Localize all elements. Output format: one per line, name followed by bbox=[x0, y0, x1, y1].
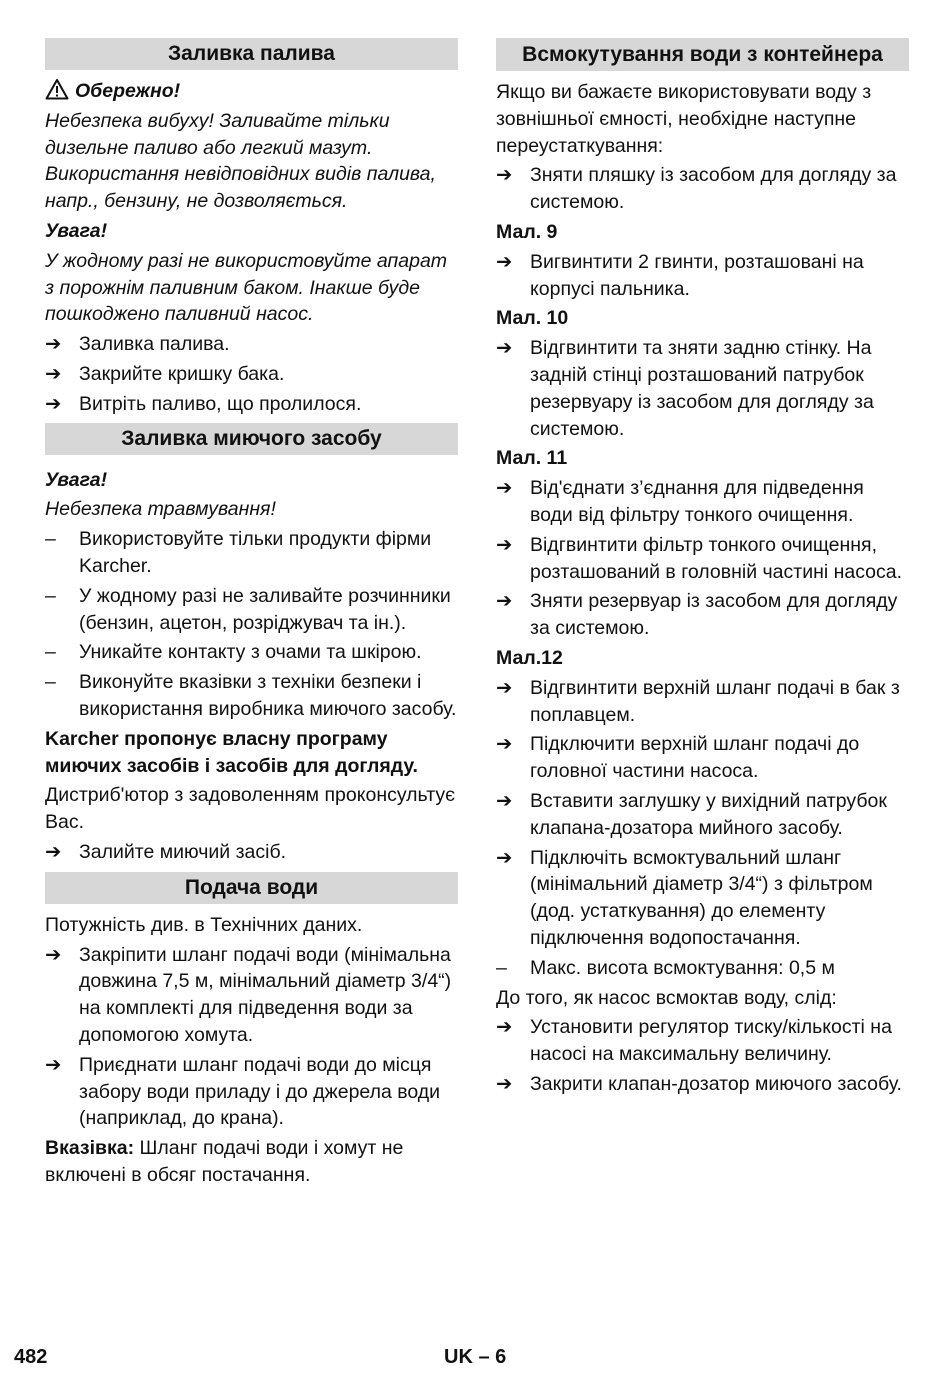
list-item bbox=[496, 588, 909, 642]
step-text: Заливка палива. bbox=[79, 333, 230, 356]
list-item bbox=[496, 731, 909, 785]
step-text: Закріпити шланг подачі води (мінімальна довжина 7,5 м, мінімальний діаметр 3/4“) на комплекті для підведення води за допомогою хомута. bbox=[79, 943, 452, 1046]
step-text: Вставити заглушку у вихідний патрубок клапана-дозатора мийного засобу. bbox=[530, 789, 887, 839]
dash-marker: – bbox=[45, 641, 56, 664]
list-item bbox=[496, 335, 909, 442]
arrow-icon: ➔ bbox=[496, 590, 513, 613]
arrow-icon: ➔ bbox=[45, 840, 62, 863]
section-heading-water: Подача води bbox=[45, 872, 458, 904]
step-text: Підключити верхній шланг подачі до головної частини насоса. bbox=[530, 733, 860, 783]
list-item bbox=[496, 249, 909, 303]
dash-marker: – bbox=[45, 671, 56, 694]
step-text: Підключіть всмоктувальний шланг (мінімальний діаметр 3/4“) з фільтром (дод. устаткування) до елементу підключення водопостачання. bbox=[530, 846, 873, 949]
arrow-icon: ➔ bbox=[496, 846, 513, 869]
note-paragraph bbox=[45, 1135, 458, 1189]
list-item bbox=[45, 331, 458, 358]
step-text: Відгвинтити фільтр тонкого очищення, розташований в головній частині насоса. bbox=[530, 533, 903, 583]
intro-text: Потужність див. в Технічних даних. bbox=[45, 913, 363, 936]
figure-ref: Мал. 10 bbox=[496, 307, 569, 330]
dash-marker: – bbox=[496, 956, 507, 979]
dash-marker: – bbox=[45, 528, 56, 551]
right-column bbox=[496, 38, 909, 1101]
list-item bbox=[496, 475, 909, 529]
list-item bbox=[45, 391, 458, 418]
dash-text: Макс. висота всмоктування: 0,5 м bbox=[530, 956, 835, 979]
list-item bbox=[45, 583, 458, 637]
dash-text: У жодному разі не заливайте розчинники (бензин, ацетон, розріджувач та ін.). bbox=[79, 584, 451, 634]
attention-text: Небезпека травмування! bbox=[45, 498, 276, 521]
step-text: Закрити клапан-дозатор миючого засобу. bbox=[530, 1072, 902, 1095]
list-item bbox=[496, 788, 909, 842]
dash-text: Використовуйте тільки продукти фірми Karcher. bbox=[79, 528, 432, 577]
step-text: Закрийте кришку бака. bbox=[79, 362, 285, 385]
page-number: 482 bbox=[14, 1346, 48, 1368]
bold-note: Karcher пропонує власну програму миючих засобів і засобів для догляду. bbox=[45, 727, 418, 777]
arrow-icon: ➔ bbox=[496, 1072, 513, 1095]
step-text: Від'єднати з’єднання для підведення води від фільтру тонкого очищення. bbox=[530, 477, 864, 526]
arrow-icon: ➔ bbox=[496, 337, 513, 360]
section-heading-detergent: Заливка миючого засобу bbox=[45, 423, 458, 455]
page-reference: UK – 6 bbox=[444, 1346, 507, 1368]
arrow-icon: ➔ bbox=[496, 477, 513, 500]
list-item bbox=[496, 675, 909, 729]
before-text: До того, як насос всмоктав воду, слід: bbox=[496, 986, 837, 1009]
step-text: Зняти пляшку із засобом для догляду за системою. bbox=[530, 164, 897, 214]
attention-label: Увага! bbox=[45, 468, 108, 491]
list-item bbox=[45, 639, 458, 666]
warning-triangle-icon bbox=[45, 78, 69, 100]
list-item bbox=[496, 1014, 909, 1068]
attention-text: У жодному разі не використовуйте апарат з порожнім паливним баком. Інакше буде пошкоджено паливний насос. bbox=[45, 249, 448, 326]
arrow-icon: ➔ bbox=[496, 533, 513, 556]
arrow-icon: ➔ bbox=[45, 943, 62, 966]
list-item bbox=[45, 526, 458, 580]
dash-marker: – bbox=[45, 584, 56, 607]
list-item bbox=[496, 955, 909, 982]
step-text: Відгвинтити та зняти задню стінку. На задній стінці розташований патрубок резервуару із засобом для догляду за системою. bbox=[530, 337, 874, 440]
step-text: Відгвинтити верхній шланг подачі в бак з поплавцем. bbox=[530, 676, 900, 726]
caution-text: Небезпека вибуху! Заливайте тільки дизельне паливо або легкий мазут. Використання невідповідних видів палива, напр., бензину, не дозволяється. bbox=[45, 109, 436, 213]
list-item bbox=[496, 1071, 909, 1098]
arrow-icon: ➔ bbox=[45, 392, 62, 415]
step-text: Залийте миючий засіб. bbox=[79, 840, 287, 863]
intro-text: Якщо ви бажаєте використовувати воду з зовнішньої ємності, необхідне наступне переустаткування: bbox=[496, 81, 872, 157]
list-item bbox=[496, 845, 909, 952]
list-item bbox=[45, 839, 458, 866]
list-item bbox=[45, 361, 458, 388]
note-text: Шланг подачі води і хомут не включені в обсяг постачання. bbox=[45, 1137, 404, 1186]
step-text: Вигвинтити 2 гвинти, розташовані на корпусі пальника. bbox=[530, 250, 864, 300]
section-heading-container: Всмокутування води з контейнера bbox=[496, 38, 909, 71]
arrow-icon: ➔ bbox=[496, 250, 513, 273]
list-item bbox=[45, 669, 458, 723]
list-item bbox=[496, 532, 909, 586]
arrow-icon: ➔ bbox=[496, 676, 513, 699]
note-label: Вказівка: bbox=[45, 1137, 135, 1160]
caution-heading bbox=[45, 78, 458, 105]
dash-text: Уникайте контакту з очами та шкірою. bbox=[79, 641, 422, 664]
step-text: Приєднати шланг подачі води до місця забору води приладу і до джерела води (наприклад, до крана). bbox=[79, 1053, 441, 1130]
list-item bbox=[45, 942, 458, 1049]
attention-label: Увага! bbox=[45, 219, 108, 242]
left-column bbox=[45, 38, 458, 1192]
arrow-icon: ➔ bbox=[45, 362, 62, 385]
figure-ref: Мал. 9 bbox=[496, 220, 558, 243]
list-item bbox=[496, 162, 909, 216]
list-item bbox=[45, 1052, 458, 1132]
arrow-icon: ➔ bbox=[45, 333, 62, 356]
dash-text: Виконуйте вказівки з техніки безпеки і використання виробника миючого засобу. bbox=[79, 671, 457, 720]
note-text: Дистриб'ютор з задоволенням проконсультує Вас. bbox=[45, 784, 456, 834]
figure-ref: Мал. 11 bbox=[496, 447, 568, 470]
arrow-icon: ➔ bbox=[496, 1016, 513, 1039]
section-heading-fuel: Заливка палива bbox=[45, 38, 458, 70]
arrow-icon: ➔ bbox=[45, 1053, 62, 1076]
step-text: Установити регулятор тиску/кількості на насосі на максимальну величину. bbox=[530, 1016, 892, 1066]
caution-label: Обережно! bbox=[75, 80, 181, 102]
figure-ref: Мал.12 bbox=[496, 646, 563, 669]
step-text: Зняти резервуар із засобом для догляду за системою. bbox=[530, 590, 898, 640]
arrow-icon: ➔ bbox=[496, 164, 513, 187]
arrow-icon: ➔ bbox=[496, 789, 513, 812]
arrow-icon: ➔ bbox=[496, 733, 513, 756]
step-text: Витріть паливо, що пролилося. bbox=[79, 392, 362, 415]
